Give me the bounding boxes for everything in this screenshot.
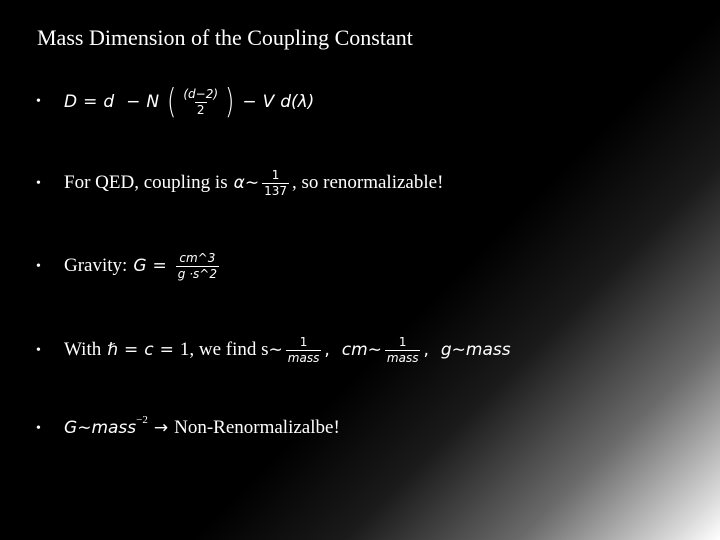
bullet-2-marker: • bbox=[36, 176, 41, 191]
bullet-1-formula bbox=[64, 82, 314, 122]
symbol-mass: mass bbox=[91, 418, 137, 438]
fraction-1-over-mass bbox=[385, 335, 421, 366]
fraction-denominator: g ·s^2 bbox=[177, 266, 217, 281]
qed-text-prefix: For QED, coupling is bbox=[64, 172, 228, 193]
equals-sign: = bbox=[152, 256, 167, 276]
fraction-1-over-137 bbox=[262, 168, 289, 199]
symbol-alpha: α bbox=[233, 173, 245, 193]
symbol-G: G bbox=[133, 256, 147, 276]
equals-sign: = bbox=[83, 92, 98, 112]
arrow-icon: → bbox=[153, 418, 169, 438]
minus-sign: − bbox=[126, 92, 141, 112]
bullet-5-text bbox=[64, 408, 340, 448]
symbol-cm: cm bbox=[341, 340, 368, 360]
bullet-5-marker: • bbox=[36, 421, 41, 436]
comma: , bbox=[324, 340, 330, 360]
similar-sign: ∼ bbox=[244, 173, 260, 193]
similar-sign: ∼ bbox=[268, 340, 283, 360]
equals-sign: = bbox=[124, 340, 139, 360]
symbol-mass: mass bbox=[465, 340, 511, 360]
symbol-d: d bbox=[103, 92, 115, 112]
fraction-denominator: 2 bbox=[196, 102, 205, 117]
symbol-V: V bbox=[262, 92, 275, 112]
fraction-numerator: (d−2) bbox=[183, 86, 219, 101]
slide-title: Mass Dimension of the Coupling Constant bbox=[37, 25, 413, 50]
qed-text-suffix: , so renormalizable! bbox=[291, 172, 444, 193]
equals-sign: = bbox=[159, 340, 174, 360]
fraction-denominator: mass bbox=[287, 350, 320, 365]
bullet-2-text bbox=[64, 163, 443, 203]
comma: , bbox=[423, 340, 429, 360]
symbol-c: c bbox=[144, 340, 154, 360]
fraction-numerator: 1 bbox=[299, 334, 308, 349]
bullet-4-text bbox=[64, 330, 511, 370]
exponent-minus-2: −2 bbox=[136, 414, 148, 426]
fraction-denominator: mass bbox=[386, 350, 419, 365]
symbol-G: G bbox=[64, 418, 78, 438]
symbol-hbar: ℏ bbox=[107, 340, 119, 360]
fraction-numerator: 1 bbox=[271, 167, 280, 182]
symbol-g: g bbox=[440, 340, 452, 360]
symbol-d-lambda: d(λ) bbox=[280, 92, 315, 112]
with-text: With bbox=[64, 339, 102, 360]
fraction-numerator: cm^3 bbox=[179, 250, 216, 265]
fraction-gravity-units bbox=[176, 251, 219, 282]
symbol-N: N bbox=[146, 92, 160, 112]
symbol-D: D bbox=[64, 92, 78, 112]
we-find-text: 1, we find s bbox=[179, 339, 269, 360]
similar-sign: ∼ bbox=[367, 340, 382, 360]
gravity-label: Gravity: bbox=[64, 255, 128, 276]
bullet-3-text bbox=[64, 246, 222, 286]
left-paren: ( bbox=[167, 82, 177, 122]
fraction-denominator: 137 bbox=[264, 183, 287, 198]
bullet-1-marker: • bbox=[36, 94, 41, 109]
minus-sign: − bbox=[242, 92, 257, 112]
similar-sign: ∼ bbox=[77, 418, 92, 438]
right-paren: ) bbox=[225, 82, 235, 122]
fraction-numerator: 1 bbox=[398, 334, 407, 349]
non-renormalizable-text: Non-Renormalizalbe! bbox=[174, 417, 340, 438]
similar-sign: ∼ bbox=[451, 340, 466, 360]
bullet-3-marker: • bbox=[36, 259, 41, 274]
bullet-4-marker: • bbox=[36, 343, 41, 358]
fraction-d-minus-2-over-2 bbox=[181, 87, 220, 118]
fraction-1-over-mass bbox=[286, 335, 322, 366]
